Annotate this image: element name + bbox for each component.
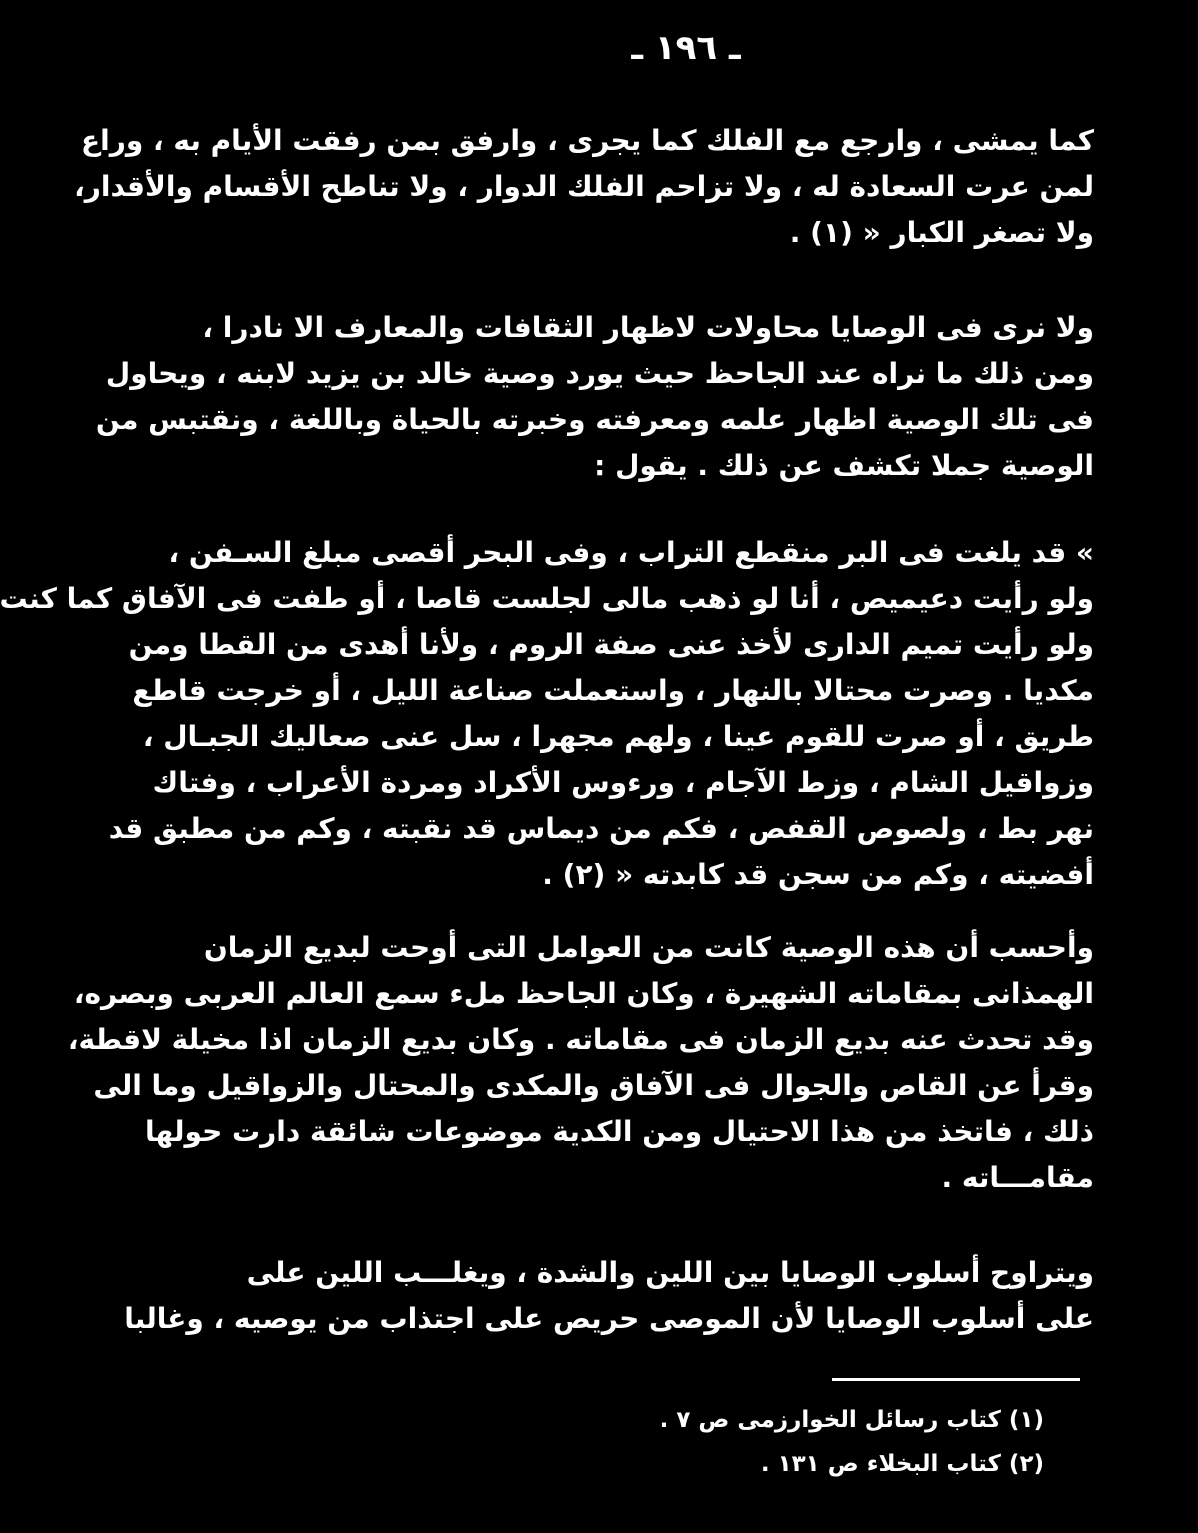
footnote-1: (١) كتاب رسائل الخوارزمى ص ٧ . [659,1407,1044,1433]
text-line: أفضيته ، وكم من سجن قد كابدته « (٢) . [542,858,1094,891]
text-line: ولا نرى فى الوصايا محاولات لاظهار الثقافات والمعارف الا نادرا ، [202,311,1094,344]
paragraph-3-quote [0,530,1094,898]
paragraph-2 [95,305,1094,489]
text-line: ومن ذلك ما نراه عند الجاحظ حيث يورد وصية خالد بن يزيد لابنه ، ويحاول [105,357,1094,390]
text-line: ذلك ، فاتخذ من هذا الاحتيال ومن الكدية موضوعات شائقة دارت حولها [145,1115,1094,1148]
text-line: مكديا . وصرت محتالا بالنهار ، واستعملت صناعة الليل ، أو خرجت قاطع [132,674,1094,707]
footnote-2: (٢) كتاب البخلاء ص ١٣١ . [760,1451,1044,1477]
text-line: لمن عرت السعادة له ، ولا تزاحم الفلك الدوار ، ولا تناطح الأقسام والأقدار، [74,170,1094,203]
text-line: وقرأ عن القاص والجوال فى الآفاق والمكدى والمحتال والزواقيل وما الى [93,1069,1094,1102]
text-line: فى تلك الوصية اظهار علمه ومعرفته وخبرته بالحياة وباللغة ، ونقتبس من [95,403,1094,436]
text-line: ولا تصغر الكبار « (١) . [789,216,1094,249]
text-line: وزواقيل الشام ، وزط الآجام ، ورءوس الأكراد ومردة الأعراب ، وفتاك [152,766,1094,799]
paragraph-4 [67,925,1094,1201]
text-line: وقد تحدث عنه بديع الزمان فى مقاماته . وكان بديع الزمان اذا مخيلة لاقطة، [67,1023,1094,1056]
paragraph-1 [74,118,1094,256]
paragraph-5 [124,1250,1094,1342]
page-number: ـ ١٩٦ ـ [631,28,741,68]
text-line: ويتراوح أسلوب الوصايا بين اللين والشدة ، ويغلـــب اللين على [246,1256,1094,1289]
text-line: ولو رأيت دعيميص ، أنا لو ذهب مالى لجلست قاصا ، أو طفت فى الآفاق كما كنت [0,582,1094,615]
text-line: نهر بط ، ولصوص القفص ، فكم من ديماس قد نقبته ، وكم من مطبق قد [108,812,1094,845]
text-line: على أسلوب الوصايا لأن الموصى حريص على اجتذاب من يوصيه ، وغالبا [124,1302,1094,1335]
text-line: مقامـــاته . [941,1161,1094,1194]
text-line: الهمذانى بمقاماته الشهيرة ، وكان الجاحظ ملء سمع العالم العربى وبصره، [73,977,1094,1010]
text-line: كما يمشى ، وارجع مع الفلك كما يجرى ، وارفق بمن رفقت الأيام به ، وراع [81,124,1094,157]
footnotes [594,1398,1044,1486]
text-line: ولو رأيت تميم الدارى لأخذ عنى صفة الروم ، ولأنا أهدى من القطا ومن [128,628,1094,661]
text-line: الوصية جملا تكشف عن ذلك . يقول : [594,449,1094,482]
text-line: طريق ، أو صرت للقوم عينا ، ولهم مجهرا ، سل عنى صعاليك الجبـال ، [142,720,1094,753]
text-line: » قد يلغت فى البر منقطع التراب ، وفى البحر أقصى مبلغ السـفن ، [168,536,1094,569]
text-line: وأحسب أن هذه الوصية كانت من العوامل التى أوحت لبديع الزمان [203,931,1094,964]
footnote-divider [832,1378,1080,1381]
